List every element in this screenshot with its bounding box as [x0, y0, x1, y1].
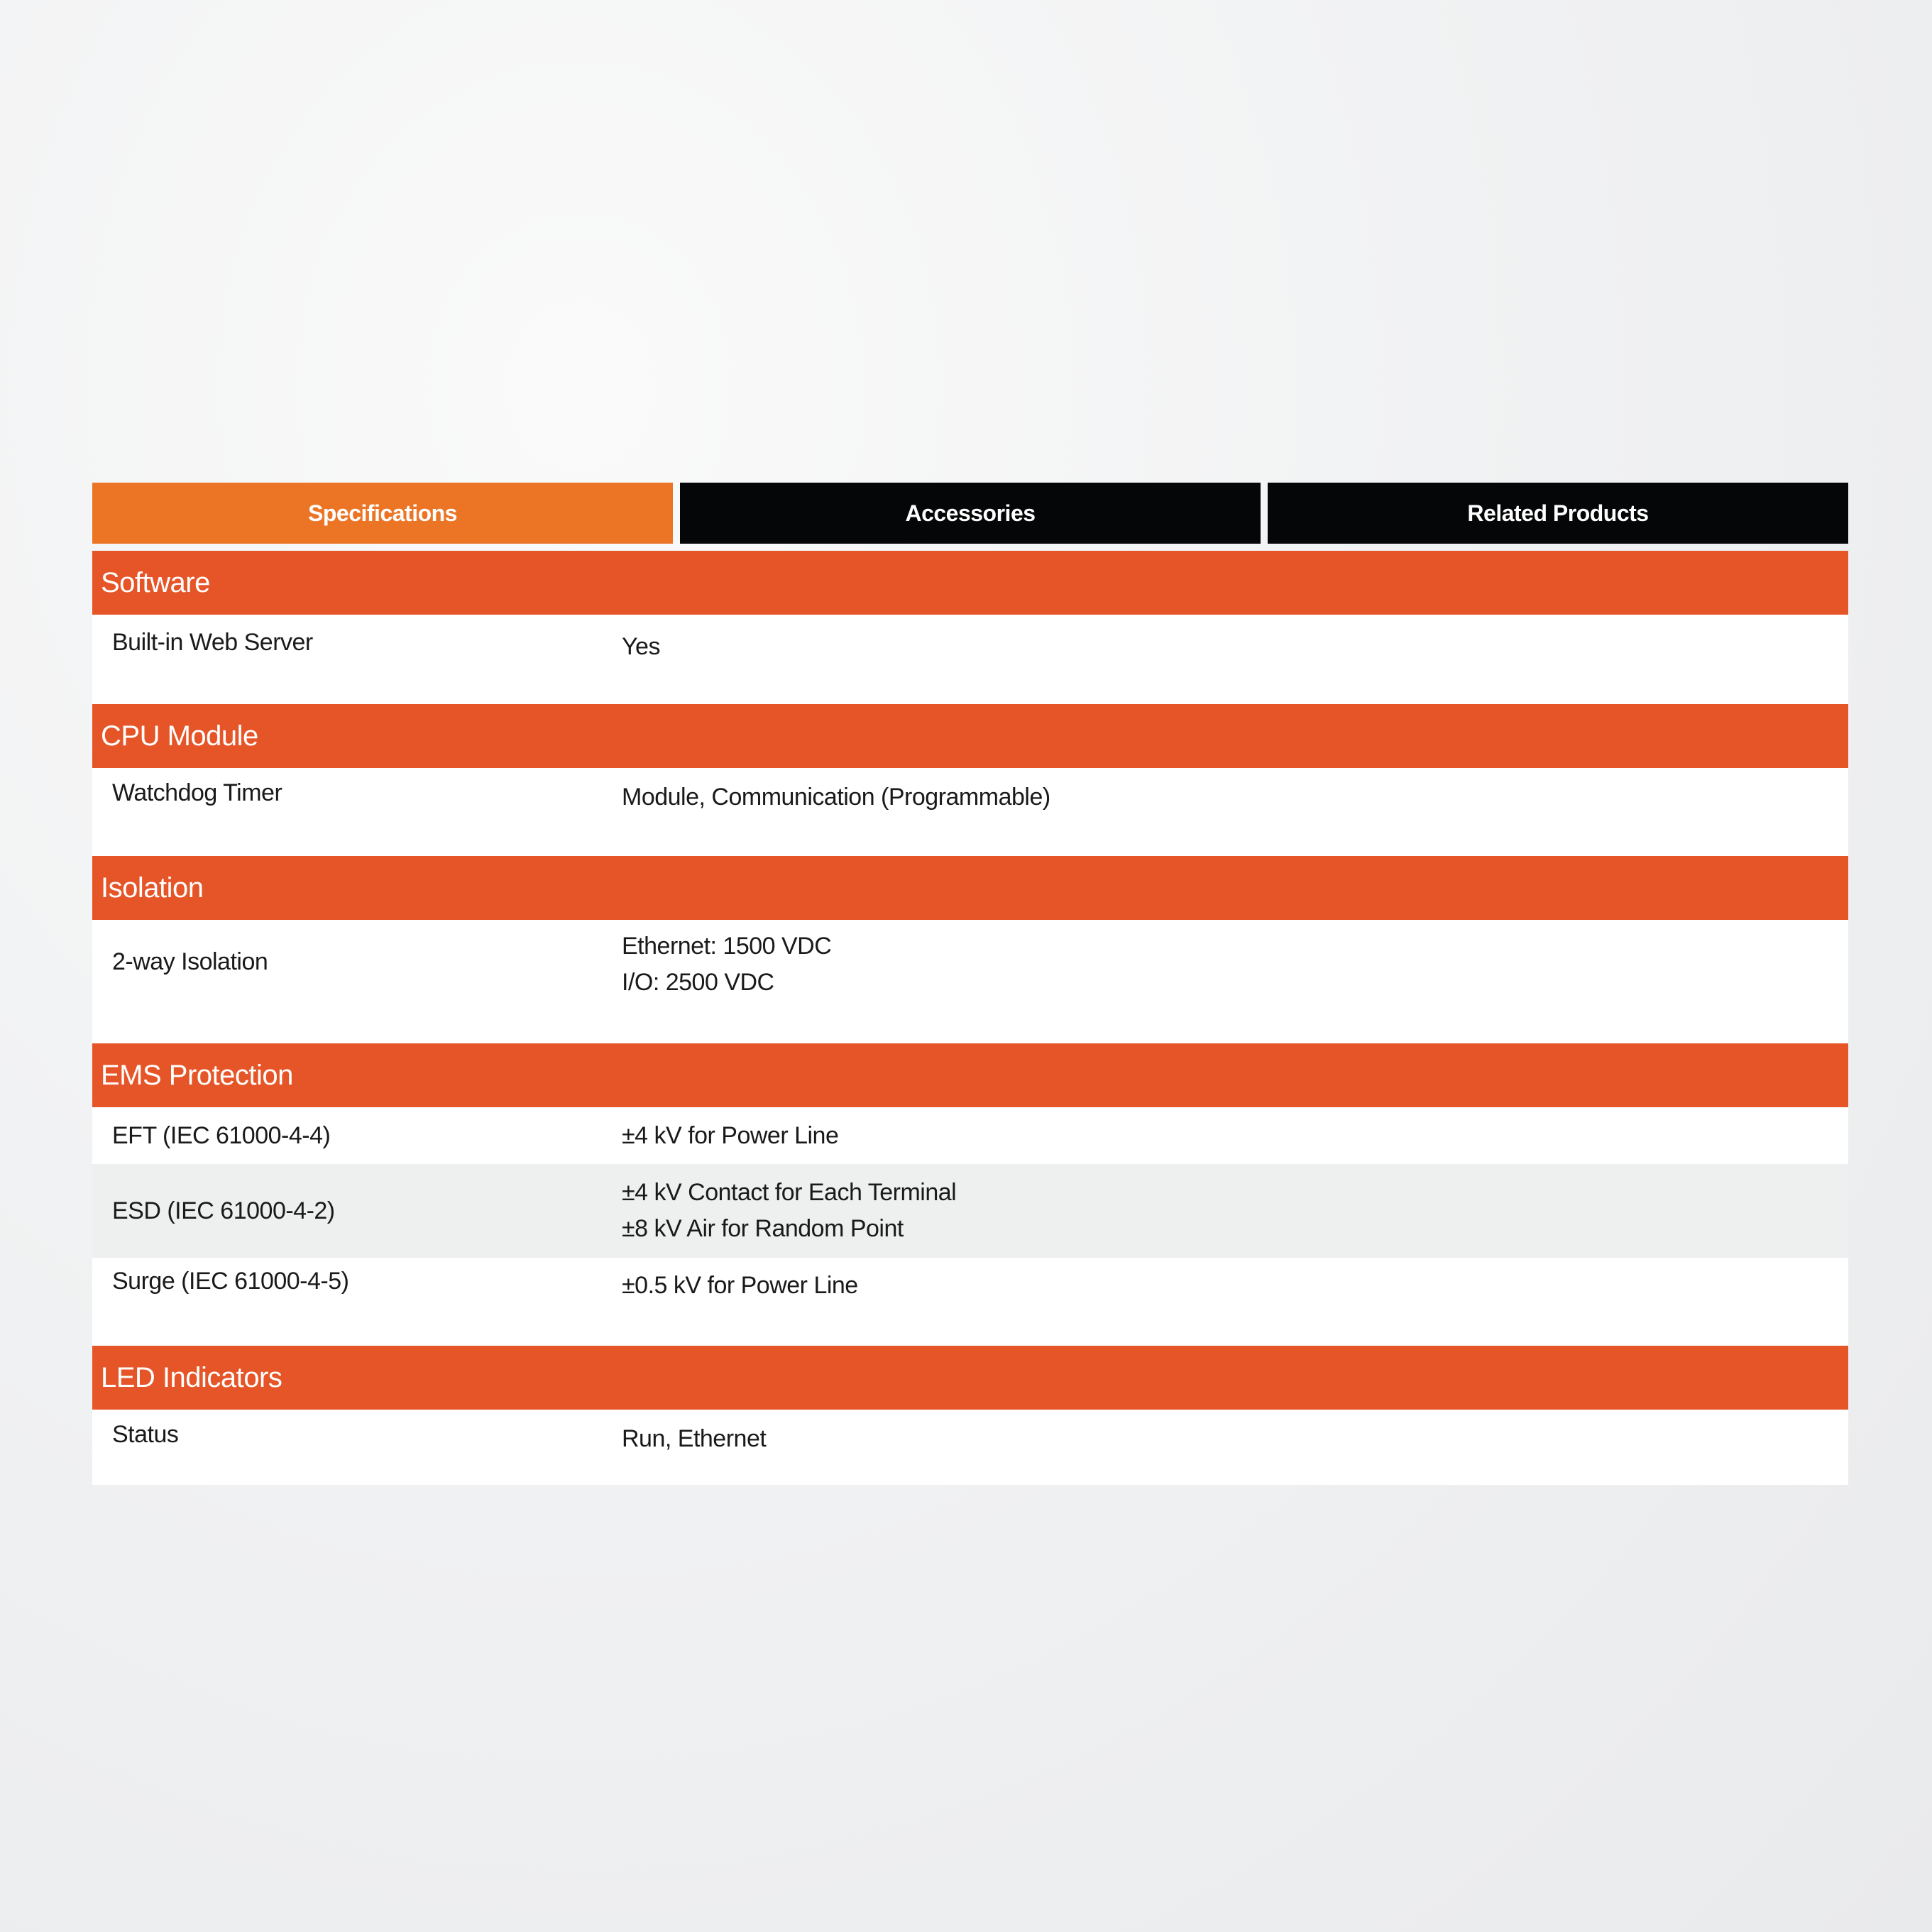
spec-value	[622, 1410, 1848, 1485]
section-header-ems-protection: EMS Protection	[92, 1043, 1848, 1107]
table-row	[92, 768, 1848, 856]
section-header-software: Software	[92, 551, 1848, 615]
tab-bar	[92, 483, 1848, 544]
spec-value	[622, 768, 1848, 856]
table-row	[92, 920, 1848, 1043]
spec-value	[622, 1258, 1848, 1346]
spec-value	[622, 615, 1848, 704]
spec-value-line: ±4 kV Contact for Each Terminal	[622, 1179, 957, 1206]
spec-key: Surge (IEC 61000-4-5)	[112, 1268, 349, 1295]
spec-value	[622, 1175, 1848, 1247]
spec-key: Built-in Web Server	[112, 629, 313, 656]
spec-key: EFT (IEC 61000-4-4)	[112, 1121, 331, 1149]
spec-value-line: ±8 kV Air for Random Point	[622, 1215, 904, 1242]
table-row	[92, 1164, 1848, 1258]
spec-key: 2-way Isolation	[112, 948, 268, 975]
spec-key: Status	[112, 1421, 179, 1448]
table-row	[92, 1258, 1848, 1346]
spec-key: Watchdog Timer	[112, 779, 282, 806]
section-header-isolation: Isolation	[92, 856, 1848, 920]
spec-value	[622, 1118, 1848, 1154]
section-header-cpu-module: CPU Module	[92, 704, 1848, 768]
tab-related-products[interactable]: Related Products	[1268, 483, 1848, 544]
spec-panel	[92, 483, 1848, 1485]
tab-accessories[interactable]: Accessories	[680, 483, 1261, 544]
spec-value-line: ±4 kV for Power Line	[622, 1121, 839, 1149]
spec-value-line: ±0.5 kV for Power Line	[622, 1272, 858, 1299]
section-header-led-indicators: LED Indicators	[92, 1346, 1848, 1410]
table-row	[92, 1410, 1848, 1485]
spec-key: ESD (IEC 61000-4-2)	[112, 1197, 335, 1224]
table-row	[92, 615, 1848, 704]
table-row	[92, 1107, 1848, 1164]
spec-value-line: Module, Communication (Programmable)	[622, 784, 1050, 811]
spec-value-line: Ethernet: 1500 VDC	[622, 933, 832, 960]
spec-value-line: Yes	[622, 633, 660, 660]
spec-value	[622, 920, 1848, 1043]
tab-specifications[interactable]: Specifications	[92, 483, 673, 544]
spec-value-line: Run, Ethernet	[622, 1425, 767, 1452]
spec-value-line: I/O: 2500 VDC	[622, 969, 774, 996]
